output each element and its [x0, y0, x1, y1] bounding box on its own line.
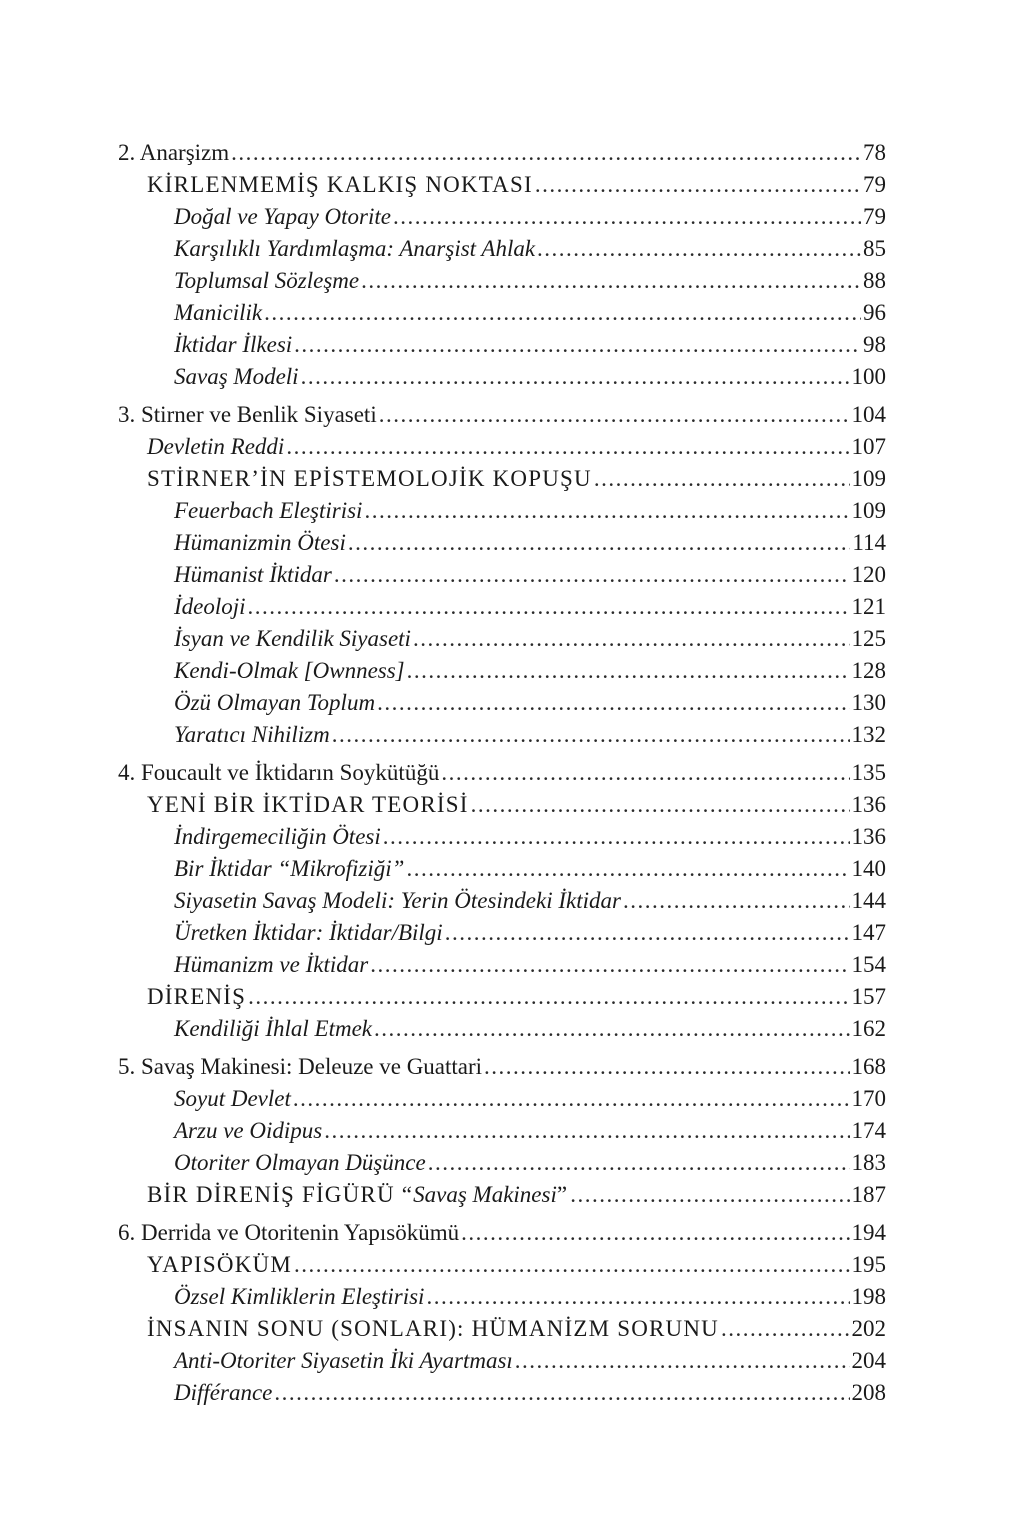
dot-leader	[370, 949, 849, 981]
toc-subsection-row	[118, 821, 886, 853]
toc-page-number: 136	[851, 792, 886, 817]
toc-entry-italic-text: Savaş Makinesi	[413, 1182, 557, 1207]
toc-entry-label	[174, 719, 330, 751]
toc-page-number: 96	[863, 300, 886, 325]
toc-entry-text: Yaratıcı Nihilizm	[174, 722, 330, 747]
toc-subsection-row	[118, 1083, 886, 1115]
toc-chapter-title-row	[118, 1051, 886, 1083]
toc-subsection-row	[118, 361, 886, 393]
dot-leader	[334, 559, 850, 591]
toc-chapter	[118, 1051, 886, 1211]
toc-subsection-row	[118, 201, 886, 233]
toc-page-number: 109	[851, 498, 886, 523]
toc-entry-closing-quote: ”	[556, 1182, 569, 1207]
toc-entry-label	[147, 169, 533, 201]
dot-leader	[374, 1013, 849, 1045]
toc-page-number: 120	[851, 562, 886, 587]
toc-page-number: 107	[851, 434, 886, 459]
dot-leader	[537, 233, 861, 265]
toc-chapter	[118, 1217, 886, 1409]
toc-entry-text: Manicilik	[174, 300, 263, 325]
toc-entry-label	[174, 885, 621, 917]
toc-entry-label	[174, 1115, 322, 1147]
toc-chapter-title-row	[118, 399, 886, 431]
toc-entry-label	[174, 655, 405, 687]
toc-page-number: 154	[851, 952, 886, 977]
toc-page-number: 198	[851, 1284, 886, 1309]
toc-subsection-row	[118, 1281, 886, 1313]
toc-entry-text: Anti-Otoriter Siyasetin İki Ayartması	[174, 1348, 513, 1373]
dot-leader	[471, 789, 850, 821]
toc-subsection-row	[118, 1345, 886, 1377]
toc-entry-text: Toplumsal Sözleşme	[174, 268, 360, 293]
toc-entry-text: Hümanist İktidar	[174, 562, 332, 587]
dot-leader	[445, 917, 850, 949]
toc-entry-text: Kendi-Olmak [Ownness]	[174, 658, 405, 683]
toc-entry-label	[147, 981, 246, 1013]
toc-chapter	[118, 399, 886, 751]
dot-leader	[413, 623, 850, 655]
toc-page-number: 162	[851, 1016, 886, 1041]
toc-entry-text: Soyut Devlet	[174, 1086, 291, 1111]
table-of-contents	[118, 137, 886, 1415]
toc-entry-text: YENİ BİR İKTİDAR TEORİSİ	[147, 792, 469, 817]
dot-leader	[274, 1377, 849, 1409]
dot-leader	[248, 591, 850, 623]
dot-leader	[294, 1249, 850, 1281]
toc-entry-label	[174, 559, 332, 591]
toc-entry-text: Karşılıklı Yardımlaşma: Anarşist Ahlak	[174, 236, 536, 261]
toc-entry-label	[118, 1217, 459, 1249]
toc-page-number: 132	[851, 722, 886, 747]
toc-entry-text: İktidar İlkesi	[174, 332, 293, 357]
toc-entry-text: İsyan ve Kendilik Siyaseti	[174, 626, 411, 651]
toc-entry-label	[174, 329, 292, 361]
toc-entry-label	[147, 1179, 568, 1211]
toc-page-number: 78	[863, 140, 886, 165]
toc-entry-label	[174, 821, 381, 853]
toc-entry-text: Bir İktidar “Mikrofiziği”	[174, 856, 405, 881]
toc-section-row	[118, 463, 886, 495]
toc-section-row	[118, 1249, 886, 1281]
dot-leader	[426, 1281, 849, 1313]
toc-page-number: 157	[851, 984, 886, 1009]
dot-leader	[293, 1083, 850, 1115]
toc-entry-label	[174, 233, 535, 265]
toc-entry-text: BİR DİRENİŞ FİGÜRÜ “	[147, 1182, 414, 1207]
toc-subsection-row	[118, 719, 886, 751]
toc-subsection-row	[118, 687, 886, 719]
dot-leader	[286, 431, 849, 463]
toc-section-row	[118, 1313, 886, 1345]
toc-entry-text: Doğal ve Yapay Otorite	[174, 204, 391, 229]
dot-leader	[332, 719, 850, 751]
toc-entry-label	[174, 687, 375, 719]
dot-leader	[721, 1313, 850, 1345]
toc-entry-text: 6. Derrida ve Otoritenin Yapısökümü	[118, 1220, 460, 1245]
toc-entry-text: 3. Stirner ve Benlik Siyaseti	[118, 402, 377, 427]
toc-entry-label	[147, 789, 469, 821]
toc-entry-text: Siyasetin Savaş Modeli: Yerin Ötesindeki İktidar	[174, 888, 621, 913]
toc-section-row	[118, 169, 886, 201]
toc-section-row	[118, 789, 886, 821]
toc-section-row	[118, 981, 886, 1013]
toc-page-number: 194	[851, 1220, 886, 1245]
toc-entry-label	[174, 1083, 291, 1115]
dot-leader	[393, 201, 861, 233]
dot-leader	[428, 1147, 850, 1179]
dot-leader	[515, 1345, 850, 1377]
toc-entry-label	[174, 853, 404, 885]
toc-entry-text: Özü Olmayan Toplum	[174, 690, 376, 715]
toc-subsection-row	[118, 949, 886, 981]
toc-entry-label	[118, 757, 439, 789]
toc-entry-label	[174, 1281, 424, 1313]
toc-chapter-title-row	[118, 1217, 886, 1249]
toc-entry-label	[174, 527, 346, 559]
toc-entry-text: Devletin Reddi	[147, 434, 285, 459]
toc-subsection-row	[118, 559, 886, 591]
dot-leader	[264, 297, 861, 329]
toc-page-number: 100	[851, 364, 886, 389]
toc-chapter-title-row	[118, 137, 886, 169]
toc-page-number: 79	[863, 204, 886, 229]
toc-chapter	[118, 757, 886, 1045]
toc-entry-text: 5. Savaş Makinesi: Deleuze ve Guattari	[118, 1054, 483, 1079]
dot-leader	[623, 885, 850, 917]
toc-page-number: 204	[851, 1348, 886, 1373]
toc-entry-label	[174, 1345, 513, 1377]
dot-leader	[594, 463, 850, 495]
toc-entry-label	[174, 495, 362, 527]
toc-entry-text: 4. Foucault ve İktidarın Soykütüğü	[118, 760, 440, 785]
toc-entry-text: Savaş Modeli	[174, 364, 299, 389]
toc-page-number: 170	[851, 1086, 886, 1111]
toc-subsection-row	[118, 495, 886, 527]
toc-page-number: 136	[851, 824, 886, 849]
toc-entry-text: Otoriter Olmayan Düşünce	[174, 1150, 426, 1175]
dot-leader	[461, 1217, 849, 1249]
toc-page-number: 88	[863, 268, 886, 293]
toc-entry-label	[147, 463, 592, 495]
toc-entry-label	[174, 1147, 426, 1179]
toc-page-number: 187	[851, 1182, 886, 1207]
toc-subsection-row	[118, 1377, 886, 1409]
toc-entry-label	[147, 1249, 292, 1281]
toc-entry-label	[174, 591, 246, 623]
toc-entry-label	[174, 917, 443, 949]
toc-subsection-row	[118, 917, 886, 949]
toc-page-number: 104	[851, 402, 886, 427]
toc-entry-text: Arzu ve Oidipus	[174, 1118, 323, 1143]
dot-leader	[377, 687, 849, 719]
dot-leader	[383, 821, 850, 853]
toc-subsection-row	[118, 1147, 886, 1179]
toc-entry-text: İndirgemeciliğin Ötesi	[174, 824, 381, 849]
toc-chapter-title-row	[118, 757, 886, 789]
dot-leader	[484, 1051, 849, 1083]
dot-leader	[324, 1115, 849, 1147]
toc-entry-text: YAPISÖKÜM	[147, 1252, 292, 1277]
toc-subsection-row	[118, 623, 886, 655]
toc-entry-label	[147, 1313, 719, 1345]
toc-page-number: 135	[851, 760, 886, 785]
toc-page-number: 128	[851, 658, 886, 683]
dot-leader	[570, 1179, 849, 1211]
toc-page-number: 79	[863, 172, 886, 197]
toc-entry-text: İdeoloji	[174, 594, 246, 619]
toc-entry-label	[174, 361, 299, 393]
toc-page-number: 114	[852, 530, 886, 555]
toc-entry-text: Özsel Kimliklerin Eleştirisi	[174, 1284, 425, 1309]
dot-leader	[248, 981, 849, 1013]
dot-leader	[535, 169, 861, 201]
dot-leader	[348, 527, 850, 559]
toc-entry-label	[174, 201, 391, 233]
toc-page-number: 202	[851, 1316, 886, 1341]
toc-page-number: 140	[851, 856, 886, 881]
toc-entry-text: Hümanizm ve İktidar	[174, 952, 369, 977]
dot-leader	[231, 137, 861, 169]
dot-leader	[364, 495, 849, 527]
toc-entry-text: Hümanizmin Ötesi	[174, 530, 346, 555]
toc-entry-text: DİRENİŞ	[147, 984, 247, 1009]
dot-leader	[441, 757, 849, 789]
toc-subsection-row	[118, 329, 886, 361]
toc-subsection-row	[118, 1115, 886, 1147]
toc-entry-label	[174, 297, 262, 329]
toc-entry-text: Kendiliği İhlal Etmek	[174, 1016, 373, 1041]
toc-entry-label	[174, 265, 359, 297]
toc-subsection-row	[118, 527, 886, 559]
toc-entry-text: İNSANIN SONU (SONLARI): HÜMANİZM SORUNU	[147, 1316, 719, 1341]
toc-entry-text: STİRNER’İN EPİSTEMOLOJİK KOPUŞU	[147, 466, 592, 491]
toc-subsection-row	[118, 655, 886, 687]
toc-entry-text: 2. Anarşizm	[118, 140, 230, 165]
dot-leader	[294, 329, 861, 361]
toc-page-number: 98	[863, 332, 886, 357]
toc-subsection-row	[118, 885, 886, 917]
toc-subsection-row	[118, 591, 886, 623]
toc-subsection-row	[118, 1013, 886, 1045]
toc-page-number: 121	[851, 594, 886, 619]
toc-entry-text: KİRLENMEMİŞ KALKIŞ NOKTASI	[147, 172, 533, 197]
toc-entry-label	[118, 399, 377, 431]
toc-entry-label	[118, 137, 229, 169]
dot-leader	[379, 399, 850, 431]
dot-leader	[361, 265, 861, 297]
toc-section-row	[118, 431, 886, 463]
toc-subsection-row	[118, 853, 886, 885]
toc-page-number: 174	[851, 1118, 886, 1143]
dot-leader	[407, 655, 850, 687]
toc-entry-label	[174, 1013, 372, 1045]
toc-page-number: 195	[851, 1252, 886, 1277]
toc-page-number: 183	[851, 1150, 886, 1175]
toc-page-number: 109	[851, 466, 886, 491]
toc-page-number: 168	[851, 1054, 886, 1079]
dot-leader	[406, 853, 849, 885]
toc-entry-text: Üretken İktidar: İktidar/Bilgi	[174, 920, 443, 945]
toc-page-number: 125	[851, 626, 886, 651]
toc-page-number: 208	[851, 1380, 886, 1405]
toc-chapter	[118, 137, 886, 393]
toc-subsection-row	[118, 297, 886, 329]
toc-entry-label	[174, 623, 411, 655]
toc-entry-label	[118, 1051, 482, 1083]
toc-entry-text: Feuerbach Eleştirisi	[174, 498, 363, 523]
toc-page-number: 130	[851, 690, 886, 715]
toc-section-row	[118, 1179, 886, 1211]
toc-entry-text: Différance	[174, 1380, 273, 1405]
dot-leader	[301, 361, 850, 393]
toc-subsection-row	[118, 233, 886, 265]
toc-page-number: 85	[863, 236, 886, 261]
toc-page-number: 147	[851, 920, 886, 945]
toc-subsection-row	[118, 265, 886, 297]
toc-page-number: 144	[851, 888, 886, 913]
toc-entry-label	[147, 431, 284, 463]
toc-entry-label	[174, 1377, 272, 1409]
toc-entry-label	[174, 949, 368, 981]
